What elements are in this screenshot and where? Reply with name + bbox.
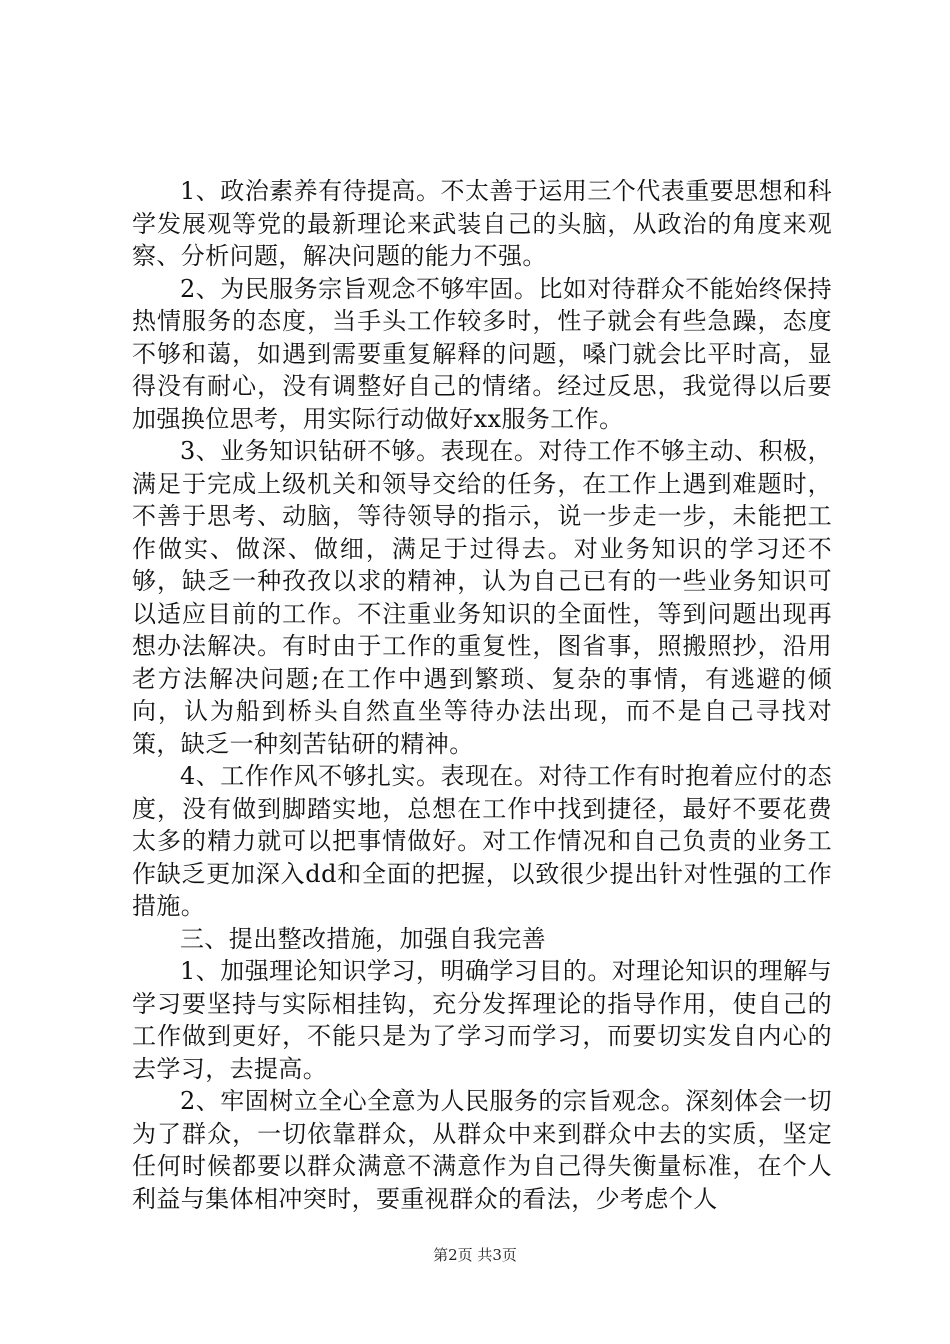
paragraph-service-concept: 2、为民服务宗旨观念不够牢固。比如对待群众不能始终保持热情服务的态度，当手头工作较多时，性子就会有些急躁，态度不够和蔼，如遇到需要重复解释的问题，嗓门就会比平时高，显得没有耐心，没有调整好自己的情绪。经过反思，我觉得以后要加强换位思考，用实际行动做好xx服务工作。	[132, 274, 832, 433]
paragraph-serve-people: 2、牢固树立全心全意为人民服务的宗旨观念。深刻体会一切为了群众，一切依靠群众，从群众中来到群众中去的实质，坚定任何时候都要以群众满意不满意作为自己得失衡量标准，在个人利益与集体相冲突时，要重视群众的看法，少考虑个人	[132, 1087, 832, 1213]
paragraph-political-quality: 1、政治素养有待提高。不太善于运用三个代表重要思想和科学发展观等党的最新理论来武装自己的头脑，从政治的角度来观察、分析问题，解决问题的能力不强。	[132, 177, 832, 270]
paragraph-business-knowledge: 3、业务知识钻研不够。表现在。对待工作不够主动、积极，满足于完成上级机关和领导交给的任务，在工作上遇到难题时，不善于思考、动脑，等待领导的指示，说一步走一步，未能把工作做实、做深、做细，满足于过得去。对业务知识的学习还不够，缺乏一种孜孜以求的精神，认为自己已有的一些业务知识可以适应目前的工作。不注重业务知识的全面性，等到问题出现再想办法解决。有时由于工作的重复性，图省事，照搬照抄，沿用老方法解决问题;在工作中遇到繁琐、复杂的事情，有逃避的倾向，认为船到桥头自然直坐等待办法出现，而不是自己寻找对策，缺乏一种刻苦钻研的精神。	[132, 437, 832, 758]
page-footer: 第2页 共3页	[433, 1246, 517, 1264]
document-body	[132, 175, 832, 1215]
paragraph-work-style: 4、工作作风不够扎实。表现在。对待工作有时抱着应付的态度，没有做到脚踏实地，总想在工作中找到捷径，最好不要花费太多的精力就可以把事情做好。对工作情况和自己负责的业务工作缺乏更加深入dd和全面的把握，以致很少提出针对性强的工作措施。	[132, 762, 832, 920]
section-heading-rectification: 三、提出整改措施，加强自我完善	[180, 924, 546, 953]
paragraph-theory-study: 1、加强理论知识学习，明确学习目的。对理论知识的理解与学习要坚持与实际相挂钩，充分发挥理论的指导作用，使自己的工作做到更好，不能只是为了学习而学习，而要切实发自内心的去学习，去提高。	[132, 957, 832, 1083]
